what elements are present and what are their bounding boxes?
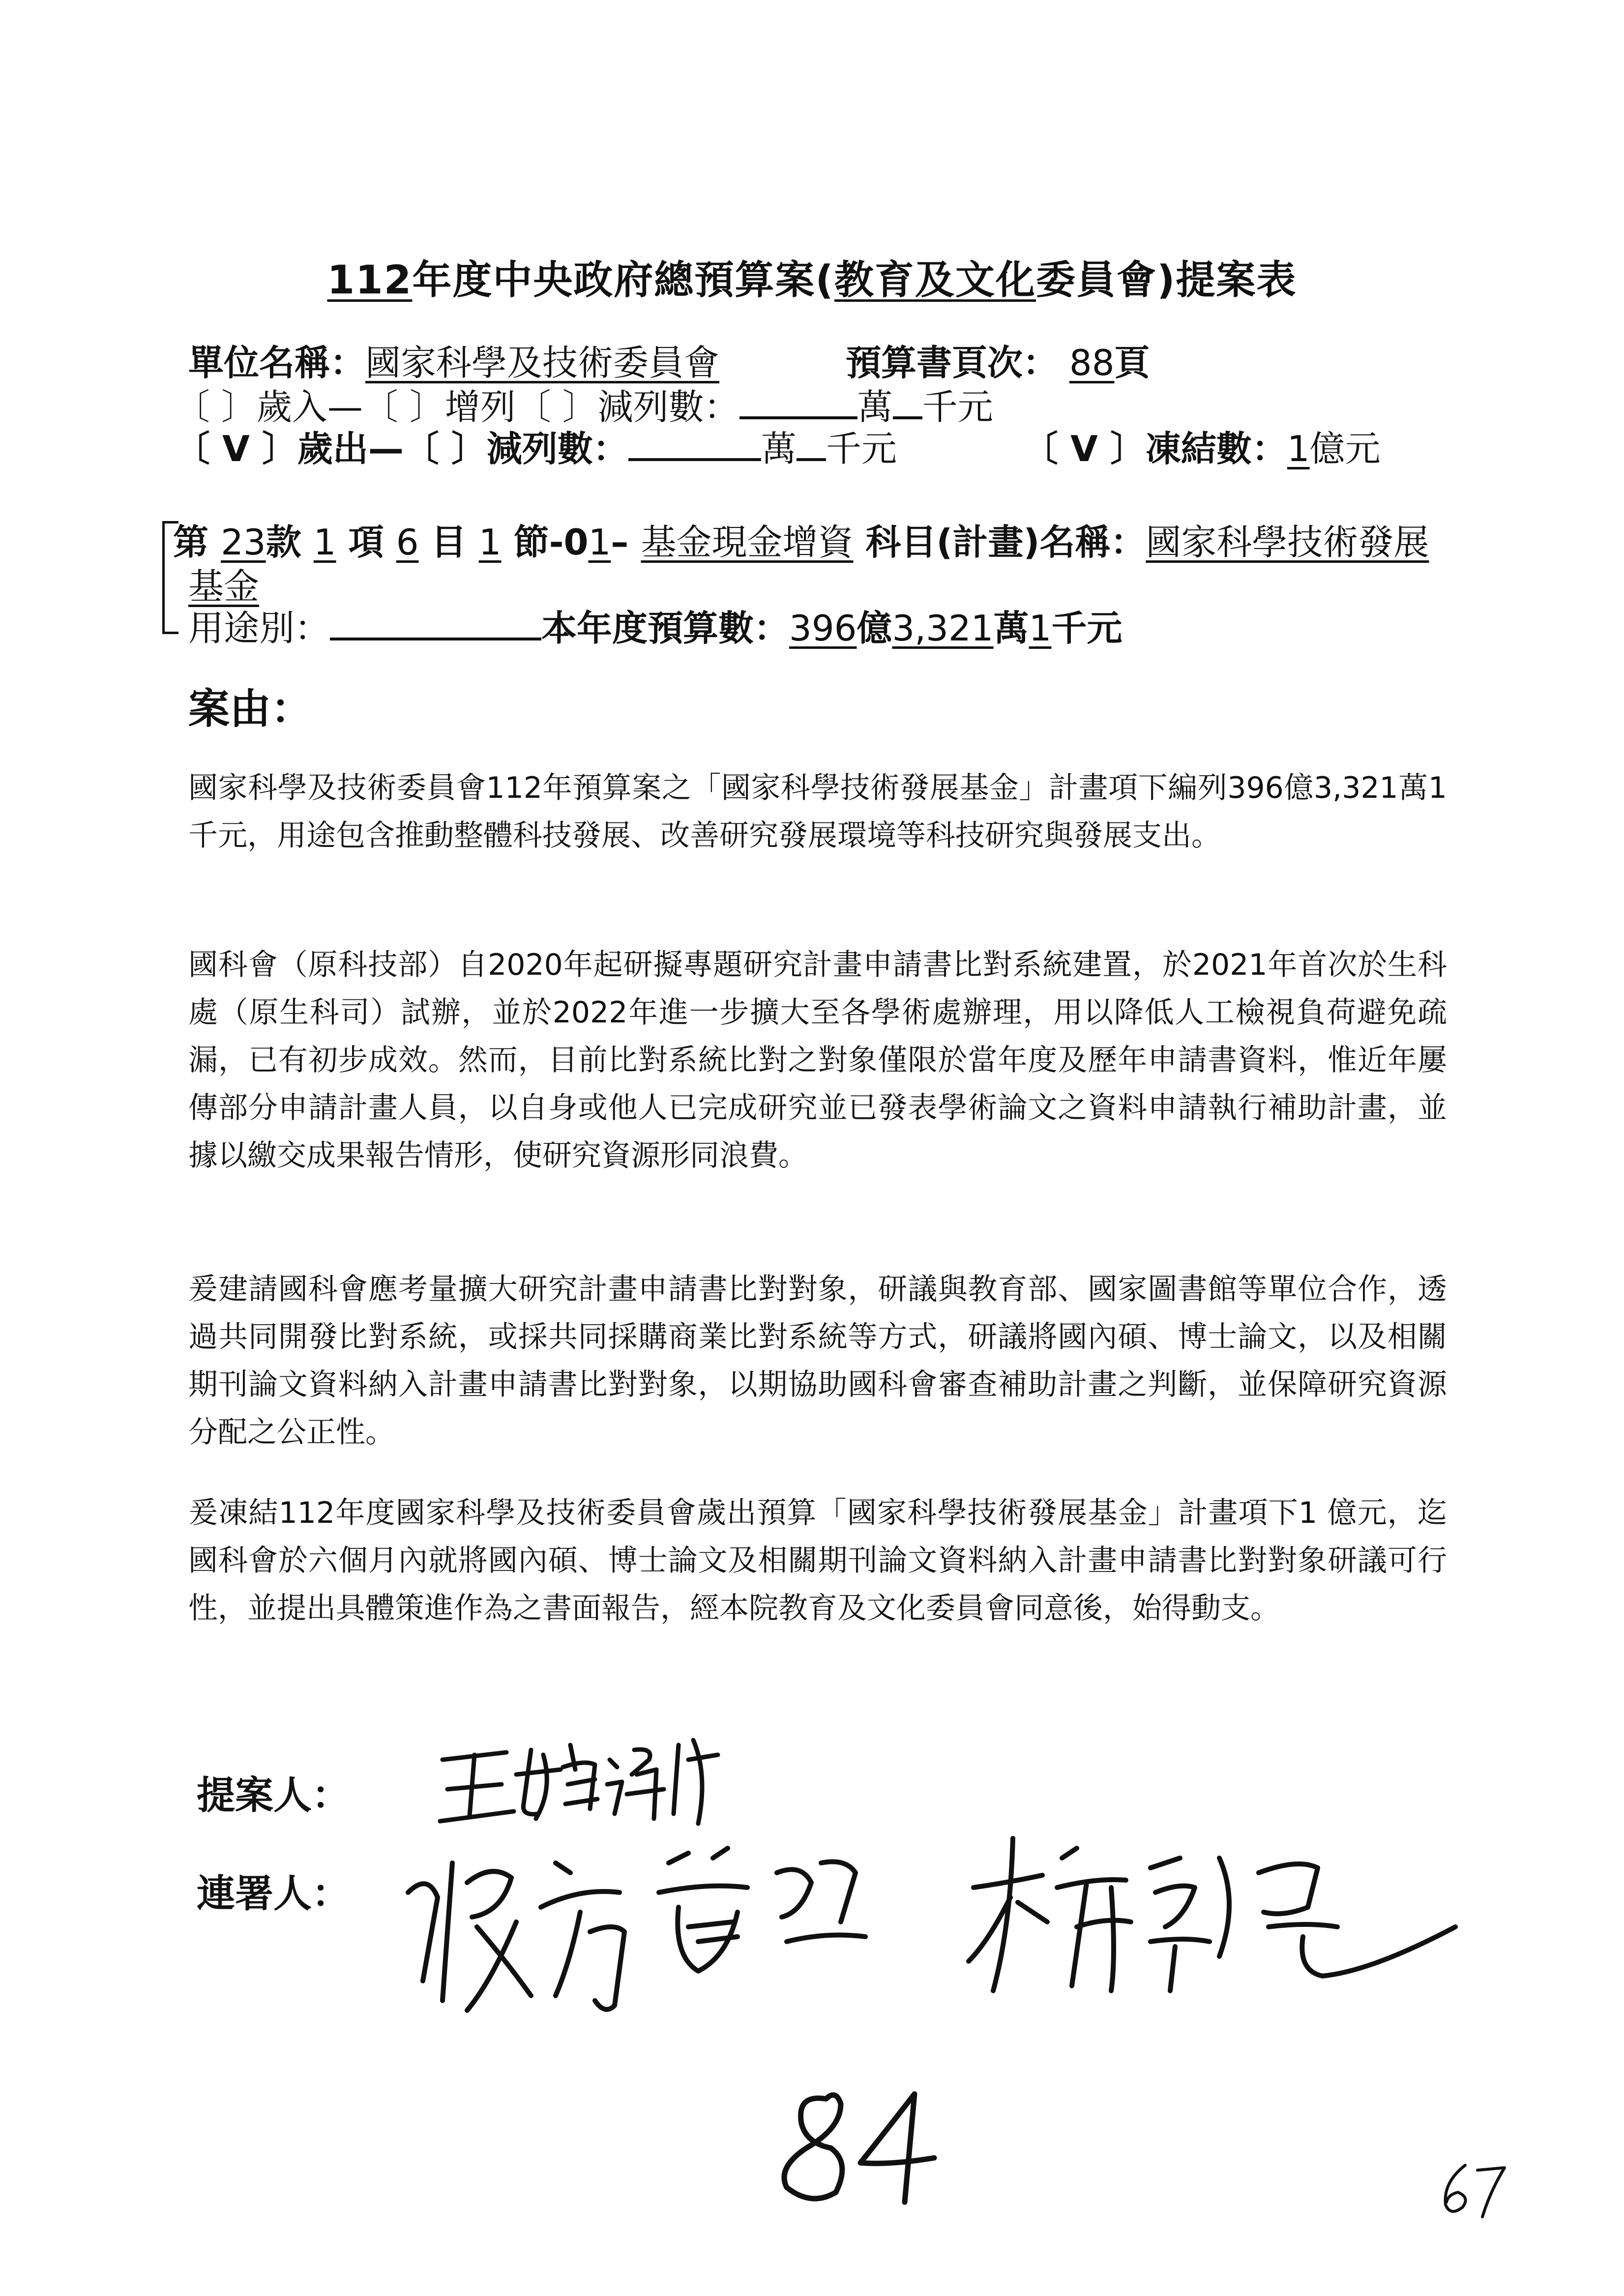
revenue-wan-blank bbox=[739, 387, 857, 419]
expense-wan: 萬 bbox=[761, 428, 797, 469]
expense-qian: 千元 bbox=[826, 428, 897, 469]
title-year: 112 bbox=[327, 257, 413, 303]
plan-name-line1: 國家科學技術發展 bbox=[1146, 522, 1429, 563]
usage-row bbox=[188, 600, 1122, 651]
item-text-2: 款 bbox=[266, 522, 314, 563]
handwritten-corner-number bbox=[1436, 2158, 1514, 2222]
fund-subject: 基金現金增資 bbox=[641, 522, 854, 563]
budget-page-label: 預算書頁次： bbox=[846, 342, 1059, 383]
item-text-5: 節-0 bbox=[501, 522, 589, 563]
budget-wan-unit: 萬 bbox=[993, 608, 1029, 649]
cosigner-label: 連署人： bbox=[197, 1872, 351, 1916]
reason-label: 案由： bbox=[188, 685, 313, 733]
handwritten-page-number bbox=[767, 2084, 964, 2212]
proposer-signature bbox=[433, 1730, 738, 1838]
budget-qian-unit: 千元 bbox=[1051, 608, 1122, 649]
item-xiang: 1 bbox=[313, 522, 336, 563]
item-row bbox=[173, 514, 1429, 565]
usage-label: 用途別： bbox=[188, 608, 330, 649]
freeze-unit: 億元 bbox=[1309, 428, 1381, 469]
item-text-1: 第 bbox=[173, 522, 221, 563]
budget-page-unit: 頁 bbox=[1114, 342, 1150, 383]
expense-qian-blank bbox=[797, 429, 826, 461]
budget-qian: 1 bbox=[1029, 608, 1052, 649]
item-jie-sub: 1 bbox=[588, 522, 611, 563]
proposer-label: 提案人： bbox=[197, 1773, 351, 1818]
item-text-6: – bbox=[611, 522, 641, 563]
paragraph-3: 爰建請國科會應考量擴大研究計畫申請書比對對象，研議與教育部、國家圖書館等單位合作，透過共同開發比對系統，或採共同採購商業比對系統等方式，研議將國內碩、博士論文，以及相關期刊論文資料納入計畫申請書比對對象，以期協助國科會審查補助計畫之判斷，並保障研究資源分配之公正性。 bbox=[188, 1272, 1447, 1450]
item-mu: 6 bbox=[396, 522, 419, 563]
budget-yi: 396 bbox=[789, 608, 857, 649]
item-jie: 1 bbox=[478, 522, 502, 563]
expense-row bbox=[175, 420, 897, 471]
unit-label: 單位名稱： bbox=[188, 342, 366, 383]
expense-wan-blank bbox=[628, 429, 761, 461]
cosigner-signature-2 bbox=[964, 1829, 1475, 2005]
freeze-row bbox=[1023, 420, 1381, 471]
usage-blank bbox=[330, 608, 541, 640]
title-text-a: 年度中央政府總預算案( bbox=[412, 257, 834, 303]
expense-text: 〔 V 〕歲出—〔 〕減列數： bbox=[175, 428, 628, 469]
revenue-text: 〔 〕歲入—〔 〕增列〔 〕減列數： bbox=[175, 386, 739, 428]
title-text-b: 委員會)提案表 bbox=[1036, 257, 1297, 303]
paragraph-2: 國科會（原科技部）自2020年起研擬專題研究計畫申請書比對系統建置，於2021年首次於生科處（原生科司）試辦，並於2022年進一步擴大至各學術處辦理，用以降低人工檢視負荷避免疏漏，已有初步成效。然而，目前比對系統比對之對象僅限於當年度及歷年申請書資料，惟近年屢傳部分申請計畫人員，以自身或他人已完成研究並已發表學術論文之資料申請執行補助計畫，並據以繳交成果報告情形，使研究資源形同浪費。 bbox=[188, 948, 1447, 1173]
title-committee: 教育及文化 bbox=[834, 257, 1036, 303]
paragraph-4: 爰凍結112年度國家科學及技術委員會歲出預算「國家科學技術發展基金」計畫項下1 億元，迄國科會於六個月內就將國內碩、博士論文及相關期刊論文資料納入計畫申請書比對對象研議可行性，並提出具體策進作為之書面報告，經本院教育及文化委員會同意後，始得動支。 bbox=[188, 1496, 1447, 1626]
revenue-qian-blank bbox=[893, 387, 922, 419]
cosigner-signature-1 bbox=[393, 1833, 944, 2030]
budget-wan: 3,321 bbox=[892, 608, 994, 649]
unit-name: 國家科學及技術委員會 bbox=[365, 342, 720, 383]
revenue-qian: 千元 bbox=[922, 386, 993, 428]
plan-name-label: 科目(計畫)名稱： bbox=[853, 522, 1146, 563]
item-kuan: 23 bbox=[221, 522, 266, 563]
item-text-4: 目 bbox=[418, 522, 479, 563]
paragraph-1: 國家科學及技術委員會112年預算案之「國家科學技術發展基金」計畫項下編列396億3,321萬1千元，用途包含推動整體科技發展、改善研究發展環境等科技研究與發展支出。 bbox=[188, 771, 1447, 853]
form-title bbox=[0, 248, 1624, 305]
unit-row bbox=[188, 334, 719, 385]
freeze-label: 〔 V 〕凍結數： bbox=[1023, 428, 1287, 469]
plan-name-line2: 基金 bbox=[188, 566, 260, 607]
budget-page-row bbox=[846, 334, 1150, 385]
annual-budget-label: 本年度預算數： bbox=[541, 608, 790, 649]
budget-yi-unit: 億 bbox=[856, 608, 892, 649]
revenue-wan: 萬 bbox=[857, 386, 893, 428]
freeze-value: 1 bbox=[1287, 428, 1310, 469]
budget-page-number: 88 bbox=[1069, 342, 1115, 383]
item-text-3: 項 bbox=[336, 522, 396, 563]
